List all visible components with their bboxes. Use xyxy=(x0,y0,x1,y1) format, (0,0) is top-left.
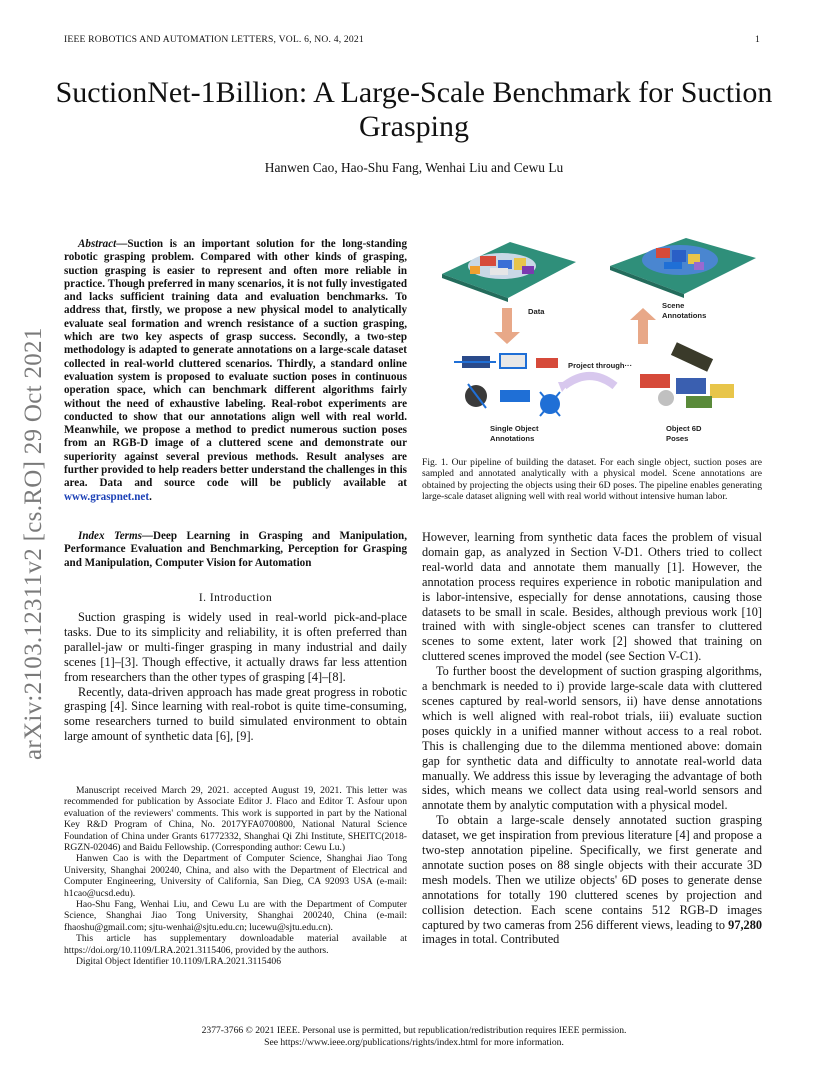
graspnet-link[interactable]: www.graspnet.net xyxy=(64,490,150,503)
single-object-annotations-image xyxy=(454,354,560,416)
right-paragraph: To further boost the development of suction grasping algorithms, a benchmark is needed to i) provide large-scale data with cluttered scenes captured by real-world sensors, ii) have dense annotations which is well aligned with real-robot trials, iii) evaluate suction poses quickly in a unified manner without access to a real robot. This is challenging due to the dilemma mentioned above: domain gap for synthetic data and difficulty to annotate real-world data manually. We address this issue by leveraging the advantage of both sides, which means we collect data using real-world sensors and annotate them by analytic computation with a physical model. xyxy=(422,664,762,813)
label-scene-1: Scene xyxy=(662,301,685,310)
figure-caption: Fig. 1. Our pipeline of building the dataset. For each single object, suction poses are sampled and annotated analytically with a physical model. Scene annotations are obtained by projecting the objects using their 6D poses. The pipeline enables generating large-scale dataset aligning well with real world without intensive human labor. xyxy=(422,457,762,503)
copyright-notice xyxy=(40,1025,788,1049)
running-head: IEEE ROBOTICS AND AUTOMATION LETTERS, VOL. 6, NO. 4, 2021 xyxy=(64,34,364,45)
paper-title: SuctionNet-1Billion: A Large-Scale Benchmark for Suction Grasping xyxy=(55,76,773,143)
intro-paragraph: Recently, data-driven approach has made great progress in robotic grasping [4]. Since learning with real-robot is quite time-consuming, some researchers turned to build simulated environment to obtain large amount of synthetic data [6], [9]. xyxy=(64,684,407,744)
index-terms-lead: Index Terms xyxy=(78,530,142,542)
abstract xyxy=(64,238,407,504)
footnote-manuscript: Manuscript received March 29, 2021. accepted August 19, 2021. This letter was recommended for publication by Associate Editor J. Flaco and Editor T. Asfour upon evaluation of the reviewers' comments. This work is supported in part by the National Key R&D Program of China, No. 2017YFA0700800, National Natural Science Foundation of China under Grants 61772332, Shanghai Qi Zhi Institute, SHEITC(2018-RGZN-02046) and Baidu Fellowship. (Corresponding author: Cewu Lu.) xyxy=(64,785,407,854)
project-arrow-icon xyxy=(564,376,615,386)
abstract-end: . xyxy=(149,490,152,503)
intro-text xyxy=(64,610,407,744)
scene-annotations-image xyxy=(610,238,756,298)
pipeline-diagram xyxy=(440,236,760,448)
copyright-line-2: See https://www.ieee.org/publications/rights/index.html for more information. xyxy=(264,1037,564,1049)
right-paragraph-last xyxy=(422,813,762,947)
label-data: Data xyxy=(528,307,545,316)
right-last-text: To obtain a large-scale densely annotated suction grasping dataset, we get inspiration from previous literature [4] and propose a two-step annotation pipeline. Specifically, we first generate and annotate suction poses on 88 single objects with their accurate 3D mesh models. Then we utilize objects' 6D poses to generate dense annotations for totally 190 cluttered scenes by projection and collision detection. Each scene contains 512 RGB-D images captured by two cameras from 256 different views, leading to xyxy=(422,813,762,932)
page-number: 1 xyxy=(755,34,760,45)
label-project-through: Project through··· xyxy=(568,361,633,370)
arxiv-stamp: arXiv:2103.12311v2 [cs.RO] 29 Oct 2021 xyxy=(20,327,47,760)
right-paragraph: However, learning from synthetic data faces the problem of visual domain gap, as analyzed in Section V-D1. Others tried to collect real-world data and annotate them manually [1]. However, the annotation process requires experience in robotic manipulation and is labor-intensive, especially for dense annotations, causing those datasets to be small in scale. Besides, although previous work [10] trained with with single-object scenes can transfer to cluttered scenes to some extent, later work [2] showed that training on cluttered scenes improved the model (see Section V-C1). xyxy=(422,530,762,664)
label-single-object-2: Annotations xyxy=(490,434,535,443)
arrow-up-icon xyxy=(630,308,656,344)
author-list: Hanwen Cao, Hao-Shu Fang, Wenhai Liu and Cewu Lu xyxy=(264,160,564,175)
label-single-object-1: Single Object xyxy=(490,424,539,433)
right-last-end: images in total. Contributed xyxy=(422,932,560,947)
section-heading-introduction: I. Introduction xyxy=(198,592,273,604)
image-count: 97,280 xyxy=(728,917,762,932)
label-object-6d-2: Poses xyxy=(666,434,689,443)
intro-paragraph: Suction grasping is widely used in real-world pick-and-place tasks. Due to its simplicity and reliability, it is often preferred than parallel-jaw or multi-finger grasping in many industrial and daily scenes [1]–[3]. Though effective, it actually draws far less attention from researchers than the other types of grasping [4]–[8]. xyxy=(64,610,407,684)
index-terms xyxy=(64,530,407,570)
footnotes xyxy=(64,785,407,968)
label-object-6d-1: Object 6D xyxy=(666,424,702,433)
figure-pipeline xyxy=(440,236,760,448)
index-terms-text: —Deep Learning in Grasping and Manipulation, Performance Evaluation and Benchmarking, Perception for Grasping and Manipulation, Computer Vision for Automation xyxy=(64,530,407,569)
footnote-supplementary: This article has supplementary downloadable material available at https://doi.org/10.1109/LRA.2021.3115406, provided by the authors. xyxy=(64,933,407,956)
arrow-down-icon xyxy=(494,308,520,344)
data-scene-image xyxy=(442,242,576,302)
footnote-affiliation-others: Hao-Shu Fang, Wenhai Liu, and Cewu Lu are with the Department of Computer Science, Shanghai Jiao Tong University, Shanghai 200240, China (e-mail: fhaoshu@gmail.com; sjtu-wenhai@sjtu.edu.cn; lucewu@sjtu.edu.cn). xyxy=(64,899,407,933)
copyright-line-1: 2377-3766 © 2021 IEEE. Personal use is permitted, but republication/redistribution requires IEEE permission. xyxy=(201,1025,627,1036)
footnote-affiliation-cao: Hanwen Cao is with the Department of Computer Science, Shanghai Jiao Tong University, Shanghai 200240, China, and also with the Department of Electrical and Computer Engineering, University of California, San Dieg, CA 92093 USA (e-mail: h1cao@ucsd.edu). xyxy=(64,853,407,899)
object-6d-poses-image xyxy=(640,342,734,408)
abstract-text: —Suction is an important solution for the long-standing robotic grasping problem. Compared with other kinds of grasping, suction grasping is easier to represent and often more reliable in practice. Though preferred in many scenarios, it is not fully investigated and lacks sufficient training data and evaluation benchmarks. To address that, firstly, we propose a new physical model to analytically evaluate seal formation and wrench resistance of a suction grasping, which are two key aspects of grasp success. Secondly, a two-step methodology is adapted to generate annotations on a large-scale dataset collected in real-world cluttered scenarios. Thirdly, a standard online evaluation system is proposed to evaluate suction poses in continuous operation space, which can benchmark different algorithms fairly without the need of exhaustive labeling. Real-robot experiments are conducted to show that our annotations align well with real world. Meanwhile, we propose a method to predict numerous suction poses from an RGB-D image of a cluttered scene and demonstrate our superiority against several previous methods. Result analyses are further provided to help readers better understand the challenges in this area. Data and source code will be publicly available at xyxy=(64,238,407,490)
footnote-doi: Digital Object Identifier 10.1109/LRA.2021.3115406 xyxy=(76,956,281,968)
right-column-text xyxy=(422,530,762,947)
abstract-lead: Abstract xyxy=(78,238,117,250)
label-scene-2: Annotations xyxy=(662,311,707,320)
